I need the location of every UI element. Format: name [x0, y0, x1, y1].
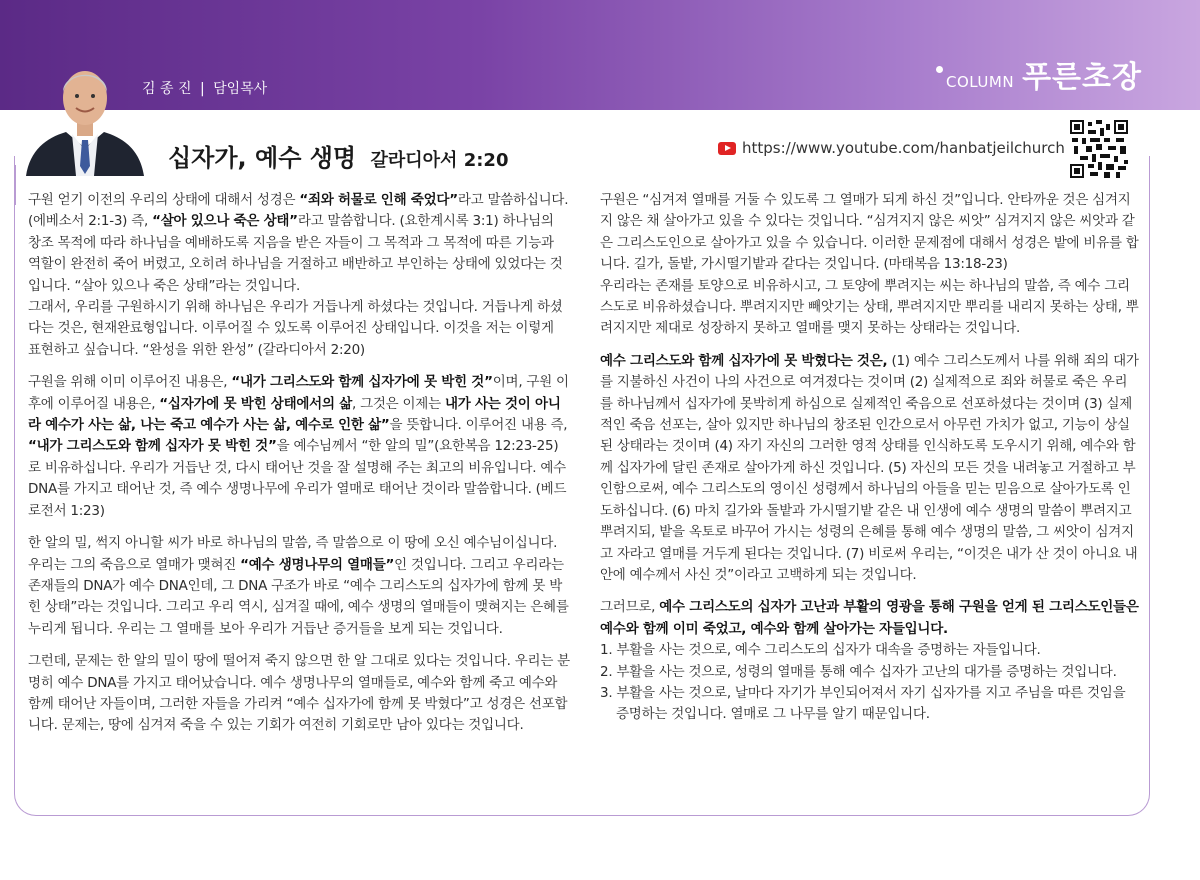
- list-item: 2. 부활을 사는 것으로, 성령의 열매를 통해 예수 십자가 고난의 대가를 증명하는 것입니다.: [600, 663, 1117, 680]
- youtube-link[interactable]: [718, 139, 1065, 157]
- author-byline: [142, 78, 267, 98]
- paragraph: 구원은 “심겨져 열매를 거둘 수 있도록 그 열매가 되게 하신 것”입니다. 안타까운 것은 심겨지지 않은 채 살아가고 있을 수 있다는 것입니다. “심겨지지 않은 씨앗” 심겨지지 않은 씨앗과 같은 그리스도인으로 살아가고 있을 수 있습니다. 이러한 문제점에 대해서 성경은 밭에 비유를 합니다. 길가, 돌밭, 가시떨기밭과 같다는 것입니다. (마태복음 13:18-23) 우리라는 존재를 토양으로 비유하시고, 그 토양에 뿌려지는 씨는 하나님의 말씀, 즉 예수 그리스도로 비유하셨습니다. 뿌려지지만 빼앗기는 상태, 뿌려지지만 뿌리를 내리지 못하는 상태, 뿌려지지만 제대로 성장하지 못하고 열매를 맺지 못하는 상태라는 것입니다.: [600, 192, 1139, 337]
- youtube-url[interactable]: https://www.youtube.com/hanbatjeilchurch: [742, 139, 1065, 157]
- author-name: 김 종 진: [142, 81, 192, 97]
- title-main: 십자가, 예수 생명: [168, 144, 357, 172]
- list-item: 3. 부활을 사는 것으로, 날마다 자기가 부인되어져서 자기 십자가를 지고 주님을 따른 것임을 증명하는 것입니다. 열매로 그 나무를 알기 때문입니다.: [600, 684, 1126, 723]
- column-label: COLUMN: [946, 73, 1015, 91]
- left-column: [28, 190, 570, 748]
- author-separator: |: [199, 81, 205, 97]
- author-role: 담임목사: [213, 81, 268, 97]
- paragraph: 그런데, 문제는 한 알의 밀이 땅에 떨어져 죽지 않으면 한 알 그대로 있다는 것입니다. 우리는 분명히 예수 DNA를 가지고 태어났습니다. 예수 생명나무의 열매들로, 예수와 함께 죽고 예수와 함께 태어난 자들이며, 그러한 자들을 가리켜 “예수 십자가에 함께 못 박혔다”고 성경은 선포합니다. 문제는, 땅에 심겨져 죽을 수 있는 기회가 여전히 기회로만 남아 있다는 것입니다.: [28, 653, 570, 734]
- youtube-icon: [718, 142, 736, 155]
- right-column: [600, 190, 1140, 726]
- conclusion-list: [600, 640, 1140, 726]
- paragraph: 구원을 위해 이미 이루어진 내용은, “내가 그리스도와 함께 십자가에 못 박힌 것”이며, 구원 이후에 이루어질 내용은, “십자가에 못 박힌 상태에서의 삶, 그것은 이제는 내가 사는 것이 아니라 예수가 사는 삶, 나는 죽고 예수가 사는 삶, 예수로 인한 삶”을 뜻합니다. 이루어진 내용 즉, “내가 그리스도와 함께 십자가 못 박힌 것”을 예수님께서 “한 알의 밀”(요한복음 12:23-25)로 비유하십니다. 우리가 거듭난 것, 다시 태어난 것을 잘 설명해 주는 최고의 비유입니다. 예수 DNA를 가지고 태어난 것, 즉 예수 생명나무에 우리가 열매로 태어난 것이라 말씀합니다. (베드로전서 1:23): [28, 374, 569, 519]
- column-dot-icon: [936, 66, 943, 73]
- list-item: 1. 부활을 사는 것으로, 예수 그리스도의 십자가 대속을 증명하는 자들입니다.: [600, 642, 1041, 659]
- column-name: 푸른초장: [1022, 60, 1142, 95]
- column-tag: [946, 52, 1142, 96]
- title-reference: 갈라디아서 2:20: [370, 150, 509, 171]
- paragraph: 그러므로, 예수 그리스도의 십자가 고난과 부활의 영광을 통해 구원을 얻게 된 그리스도인들은 예수와 함께 이미 죽었고, 예수와 함께 살아가는 자들입니다.: [600, 599, 1139, 637]
- paragraph: 한 알의 밀, 썩지 아니할 씨가 바로 하나님의 말씀, 즉 말씀으로 이 땅에 오신 예수님이십니다. 우리는 그의 죽음으로 열매가 맺혀진 “예수 생명나무의 열매들”인 것입니다. 그리고 우리라는 존재들의 DNA가 예수 DNA인데, 그 DNA 구조가 바로 “예수 그리스도의 십자가에 함께 못 박힌 상태”라는 것입니다. 그리고 우리 역시, 심겨질 때에, 예수 생명의 열매들이 맺혀지는 은혜를 누리게 됩니다. 우리는 그 열매를 보아 우리가 거듭난 증거들을 보게 되는 것입니다.: [28, 535, 569, 637]
- frame-left-edge: [14, 165, 16, 205]
- paragraph: 구원 얻기 이전의 우리의 상태에 대해서 성경은 “죄와 허물로 인해 죽었다”라고 말씀하십니다. (에베소서 2:1-3) 즉, “살아 있으나 죽은 상태”라고 말씀합니다. (요한계시록 3:1) 하나님의 창조 목적에 따라 하나님을 예배하도록 지음을 받은 자들이 그 목적과 그 목적에 따른 기능과 역할이 완전히 죽어 버렸고, 오히려 하나님을 거절하고 배반하고 부인하는 상태에 있었다는 것입니다. “살아 있으나 죽은 상태”라는 것입니다. 그래서, 우리를 구원하시기 위해 하나님은 우리가 거듭나게 하셨다는 것입니다. 거듭나게 하셨다는 것은, 현재완료형입니다. 이루어질 수 있도록 이루어진 상태입니다. 이것을 저는 이렇게 표현하고 싶습니다. “완성을 위한 완성” (갈라디아서 2:20): [28, 192, 569, 358]
- paragraph: 예수 그리스도와 함께 십자가에 못 박혔다는 것은, (1) 예수 그리스도께서 나를 위해 죄의 대가를 지불하신 사건이 나의 사건으로 여겨졌다는 것이며 (2) 실제적으로 죄와 허물로 죽은 우리를 하나님께서 십자가에 못박히게 하심으로 실제적인 죽음으로 선포하셨다는 것이며 (3) 실제적인 죽음 선포는, 살아 있지만 하나님의 창조된 인간으로서 아무런 가치가 없고, 기능이 상실된 상태라는 것이며 (4) 자기 자신의 그러한 영적 상태를 인식하도록 도우시기 위해, 예수와 함께 십자가에 달린 존재로 살아가게 하신 것입니다. (5) 자신의 모든 것을 내려놓고 거절하고 부인함으로써, 예수 그리스도의 영이신 성령께서 하나님의 아들을 믿는 믿음으로 살아가도록 인도하십니다. (6) 마치 길가와 돌밭과 가시떨기밭 같은 내 인생에 예수 생명의 말씀이 뿌려지고 뿌려지되, 밭을 옥토로 바꾸어 가시는 성령의 은혜를 통해 예수 생명의 말씀, 그 씨앗이 심겨지고 자라고 열매를 거두게 된다는 것입니다. (7) 비로써 우리는, “이것은 내가 산 것이 아니요 내 안에 예수께서 사신 것”이라고 고백하게 되는 것입니다.: [600, 352, 1139, 583]
